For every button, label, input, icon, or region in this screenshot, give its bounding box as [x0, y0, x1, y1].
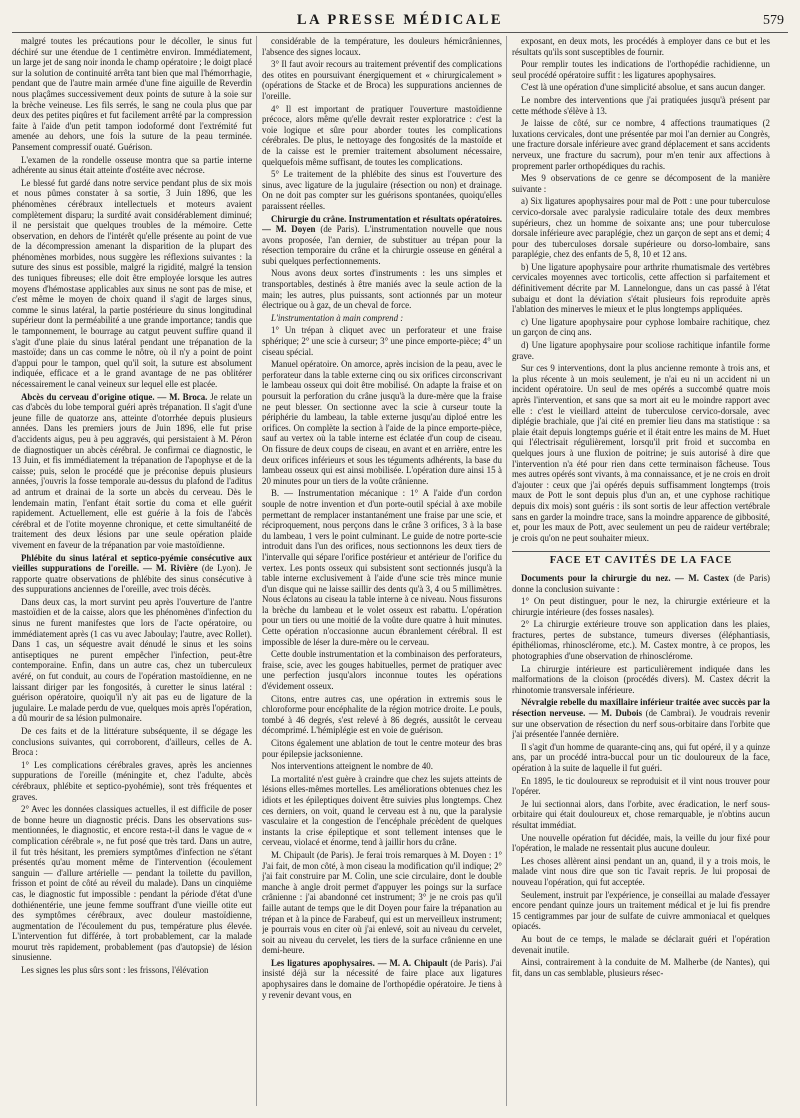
paragraph: 3° Il faut avoir recours au traitement préventif des complications des otites en poursuivant énergiquement et « chirurgicalement » (opérations de Stacke et de Broca) les suppurations anciennes de l'oreille. — [262, 59, 502, 101]
paragraph: Les signes les plus sûrs sont : les frissons, l'élévation — [21, 965, 209, 976]
paragraph: Citons, entre autres cas, une opération in extremis sous le chloroforme pour encéphalite de la région motrice droite. Le pouls, tombé à 46 degrés, s'est relevé à 86 degrés, aussitôt le cerveau décomprimé. L'hémiplégie est en voie de guérison. — [262, 693, 502, 736]
paragraph: Je laisse de côté, sur ce nombre, 4 affections traumatiques (2 luxations cervicales, dont une présentée par moi l'an dernier au Congrès, une fracture dorsale inférieure avec grand déplacement et sans accidents nerveux, une fracture du sacrum), pour m'en tenir aux affections à proprement parler orthopédiques du rachis. — [512, 118, 770, 171]
paragraph-text: (de Paris). L'instrumentation nouvelle que nous avons proposée, l'an dernier, de substituer au trépan pour la résection temporaire du crâne et la chirurgie osseuse en général a subi quelques perfectionnements. — [262, 224, 502, 266]
paragraph: Cette double instrumentation et la combinaison des perforateurs, fraise, scie, avec les gouges habituelles, permet de pratiquer avec une perfection jusqu'alors inconnue toutes les opérations d'évidement osseux. — [262, 649, 502, 692]
paragraph: Ainsi, contrairement à la conduite de M. Malherbe (de Nantes), qui fit, dans un cas semblable, plusieurs résec- — [512, 957, 770, 978]
page-header — [12, 12, 788, 33]
text-column-right — [512, 36, 770, 1111]
subsection-heading: Névralgie rebelle du maxillaire inférieur traitée avec succès par la résection nerveuse. — M. Dubois — [512, 697, 770, 719]
paragraph: B. — Instrumentation mécanique : 1° A l'aide d'un cordon souple de notre invention et d'un porte-outil spécial à axe mobile permettant de remplacer instantanément une fraise par une scie, et réciproquement, nous perçons dans le crâne 3 orifices, 3 à la base du lambeau, 1 vers le point culminant. Le guide de notre porte-scie introduit dans l'un des orifices, nous sectionnons les deux tiers de l'intervalle qui sépare l'orifice postérieur et antérieur de l'orifice du vertex. Les ponts osseux qui subsistent sont sectionnés jusqu'à la table interne exclusivement à l'aide d'une scie très mince munie d'un disque qui ne laisse saillir des dents qu'à 3, 4 ou 5 millimètres. Nous éclatons au ciseau la table interne à ce niveau. Nous fissurons la brèche du lambeau et le volet osseux est rabattu. L'opération pour un tiers ou une moitié de la voûte dure quatre à huit minutes. Cette opération n'occasionne aucun ébranlement cérébral. Il est impossible de léser la dure-mère ou le cerveau. — [262, 488, 502, 647]
paragraph: 2° Avec les données classiques actuelles, il est difficile de poser de bonne heure un diagnostic précis. Dans les observations sus-mentionnées, le diagnostic, et encore resta-t-il dans le vague de « complication cérébrale », ne fut posé que très tard. Dans un autre, il fut très hésitant, les premiers symptômes d'infection ne s'étant présentés qu'au moment même de l'intervention (écoulement sanguin — d'allure artérielle — pendant la toilette du pavillon, frisson et point de côté au réveil du malade). Dans un cinquième cas, le diagnostic fut impossible : pendant la période d'état d'une dothiénentérie, une jeune femme souffrant d'une vieille otite eut des symptômes cérébraux, avec douleur mastoïdienne, augmentation de l'écoulement du pus, température plus élevée. L'intervention fut différée, à tort probablement, car la malade mourut très rapidement, probablement (pas d'autopsie) de lésion sinusienne. — [12, 804, 252, 963]
subsection-paragraph — [12, 553, 252, 595]
paragraph: Nos interventions atteignent le nombre de 40. — [271, 761, 433, 772]
paragraph: Seulement, instruit par l'expérience, je conseillai au malade d'essayer encore pendant quinze jours un traitement médical et je lui fis prendre 15 centigrammes par jour de sulfate de cuivre ammoniacal et quelques opiacés. — [512, 889, 770, 932]
paragraph: c) Une ligature apophysaire pour cyphose lombaire rachitique, chez un garçon de cinq ans. — [512, 316, 770, 338]
text-column-middle — [262, 36, 502, 1111]
paragraph: Les choses allèrent ainsi pendant un an, quand, il y a trois mois, le malade vint nous dire que son tic l'avait repris. Je lui proposai de nouveau l'opération, qui fut acceptée. — [512, 855, 770, 887]
paragraph-text: Je relate un cas d'abcès du lobe temporal guéri après trépanation. Il s'agit d'une jeune fille de quatorze ans, atteinte d'otorrhée depuis plusieurs années. Dans les premiers jours de Juin 1896, elle fut prise d'accidents aigus, peu à peu aggravés, qui persistaient à M. Péron de diagnostiquer un abcès cérébral. Je confirmai ce diagnostic, le 13 Juin, et fis immédiatement la trépanation de l'apophyse et de la caisse; puis, selon le procédé que je préconise depuis plusieurs années, j'ouvris la fosse temporale au-dessus du plafond de l'aditus ad antrum et drainai de la sorte un abcès du cerveau. Dès le lendemain matin, l'enfant était sortie du coma et elle guérit rapidement. Actuellement, elle est guérie à la fois de l'abcès cérébral et de l'otite moyenne chronique, et cette simultanéité de traitement des deux lésions par une seule opération plaide vivement en faveur de la trépanation par voie mastoïdienne. — [12, 391, 252, 550]
paragraph: Il s'agit d'un homme de quarante-cinq ans, qui fut opéré, il y a quinze ans, par un procédé intra-buccal pour un tic douloureux de la face, opération à la suite de laquelle il fut guéri. — [512, 741, 770, 773]
paragraph: 2° La chirurgie extérieure trouve son application dans les plaies, fractures, pertes de substance, tumeurs diverses (éléphantiasis, épithéliomas, rhinosclérome, etc.). M. Castex montre, à ce propos, les photographies d'une observation de rhinosclérome. — [512, 619, 770, 662]
paragraph: Au bout de ce temps, le malade se déclarait guéri et l'opération devenait inutile. — [512, 933, 770, 955]
column-divider — [506, 36, 507, 1106]
paragraph: Mes 9 observations de ce genre se décomposent de la manière suivante : — [512, 173, 770, 194]
paragraph: En 1895, le tic douloureux se reproduisit et il vint nous trouver pour l'opérer. — [512, 775, 770, 797]
paragraph: 1° On peut distinguer, pour le nez, la chirurgie extérieure et la chirurgie intérieure (des fosses nasales). — [512, 596, 770, 617]
paragraph: Citons également une ablation de tout le centre moteur des bras pour épilepsie jacksonienne. — [262, 738, 502, 759]
paragraph: exposant, en deux mots, les procédés à employer dans ce but et les résultats qu'ils sont susceptibles de fournir. — [512, 36, 770, 57]
paragraph: Pour remplir toutes les indications de l'orthopédie rachidienne, un seul procédé opératoire suffit : les ligatures apophysaires. — [512, 59, 770, 80]
paragraph: 1° Un trépan à cliquet avec un perforateur et une fraise sphérique; 2° une scie à curseur; 3° une pince emporte-pièce; 4° un ciseau spécial. — [262, 325, 502, 357]
paragraph: Manuel opératoire. On amorce, après incision de la peau, avec le perforateur dans la table externe cinq ou six orifices circonscrivant le lambeau osseux qui doit être mobilisé. On adapte la fraise et on poursuit la perforation du crâne jusqu'à la dure-mère que la fraise ne peut blesser. On sectionne avec la scie à curseur toute la périphérie du lambeau, la table externe jusqu'au diploé entre les orifices. On complète la section à l'aide de la pince emporte-pièce, sauf au vertex où la table interne est éclatée d'un coup de ciseau. On fissure de deux coups de ciseau, en avant et en arrière, entre les deux orifices inférieurs et sous les téguments adhérents, la base du lambeau osseux qui est ainsi mobilisée. L'opération dure ainsi 15 à 20 minutes pour un tiers de la voûte crânienne. — [262, 359, 502, 486]
section-heading: FACE ET CAVITÉS DE LA FACE — [512, 551, 770, 567]
paragraph: De ces faits et de la littérature subséquente, il se dégage les conclusions suivantes, qui corroborent, d'ailleurs, celles de A. Broca : — [12, 726, 252, 758]
paragraph: L'instrumentation à main comprend : — [271, 312, 404, 323]
paragraph-text: (de Paris). J'ai insisté déjà sur la nécessité de faire place aux ligatures apophysaires dans le domaine de l'orthopédie opératoire. Je tiens à y revenir devant vous, en — [262, 957, 502, 1000]
paragraph: considérable de la température, les douleurs hémicrâniennes, l'absence des signes locaux. — [262, 36, 502, 57]
paragraph: Une nouvelle opération fut décidée, mais, la veille du jour fixé pour l'opération, le malade ne ressentait plus aucune douleur. — [512, 832, 770, 854]
paragraph: L'examen de la rondelle osseuse montra que sa partie interne adhérente au sinus était atteinte d'ostéite avec nécrose. — [12, 154, 252, 176]
paragraph: M. Chipault (de Paris). Je ferai trois remarques à M. Doyen : 1° J'ai fait, de mon côté, à mon ciseau la modification qu'il indique; 2° j'ai fait construire par M. Colin, une scie circulaire, dont le double manche à angle droit permet d'appuyer les poings sur la surface crânienne : j'ai abandonné cet instrument; 3° je ne crois pas qu'il faille autant de temps que le dit Doyen pour faire la trépanation au trépan et à la pince de Farabeuf, qui est un merveilleux instrument; je pourrais vous en citer où j'ai enlevé, soit au niveau du cervelet, soit au niveau du cervelet, les tiers de la surface crânienne en une demi-heure. — [262, 849, 502, 956]
paragraph: La mortalité n'est guère à craindre que chez les sujets atteints de lésions elles-mêmes mortelles. Les améliorations obtenues chez les idiots et les épileptiques doivent être suivies plus longtemps. Chez ces derniers, on voit, quand le cerveau est à nu, que la paralysie vasculaire et la congestion de l'encéphale précèdent de quelques instants la crise épileptique et sont tellement intenses que le cerveau, violacé et énorme, tend à jaillir hors du crâne. — [262, 773, 502, 848]
subsection-heading: Chirurgie du crâne. Instrumentation et résultats opératoires. — M. Doyen — [262, 213, 502, 235]
subsection-heading: Documents pour la chirurgie du nez. — M. Castex — [521, 572, 730, 583]
paragraph: b) Une ligature apophysaire pour arthrite rhumatismale des vertèbres cervicales moyennes avec torticolis, cette affection si parfaitement et définitivement décrite par M. Lannelongue, dans un cas passé à l'état subaigu et dont la déviation s'était plusieurs fois reproduite après l'ablation des minerves le mieux et le plus longtemps appliquées. — [512, 261, 770, 315]
paragraph-text: (de Cambrai). Je voudrais revenir sur une observation de résection du nerf sous-orbitaire dans l'orbite que j'ai présentée l'année dernière. — [512, 708, 770, 740]
paragraph: d) Une ligature apophysaire pour scoliose rachitique infantile forme grave. — [512, 340, 770, 361]
subsection-paragraph — [12, 392, 252, 551]
subsection-heading: Abcès du cerveau d'origine otique. — M. Broca. — [21, 391, 208, 402]
subsection-paragraph — [262, 958, 502, 1000]
subsection-paragraph — [512, 573, 770, 594]
paragraph: malgré toutes les précautions pour le décoller, le sinus fut déchiré sur une étendue de 1 centimètre environ. Immédiatement, un large jet de sang noir inonda le champ opératoire ; le doigt placé sur la solution de continuité arrêta tant bien que mal l'hémorrhagie, pendant que de l'autre main armée d'une fine aiguille de Reverdin nous plaçâmes successivement deux points de suture à la soie sur la brèche veineuse. Les fils serrés, le sang ne coula plus que par deux des petites piqûres et fut facilement arrêté par la compression faite à l'aide d'un petit tampon iodoformé dont l'extrémité fut amenée au dehors, une fois la suture de la peau terminée. Pansement compressif ouaté. Guérison. — [12, 36, 252, 152]
paragraph: Je lui sectionnai alors, dans l'orbite, avec éradication, le nerf sous-orbitaire qui était douloureux et, chose remarquable, je n'obtins aucun résultat immédiat. — [512, 798, 770, 830]
paragraph-text: (de Paris) donne la conclusion suivante : — [512, 572, 770, 594]
paragraph: Le blessé fut gardé dans notre service pendant plus de six mois et nous pûmes constater à sa sortie, 3 Juin 1896, que les phénomènes cérébraux intellectuels et moteurs avaient complètement disparu; la surdité avait considérablement diminué; il ne persistait que quelques troubles de la mémoire. Cette observation, en dehors de l'intérêt qu'elle présente au point de vue de la décompression amenant la disparition de la plupart des phénomènes morbides, nous suggère les réflexions suivantes : la suture des sinus est possible, malgré la rigidité, malgré la tension des tuniques fibreuses; elle doit être employée lorsque les autres moyens d'hémostase applicables aux sinus ne sont pas de mise, et c'est même le moyen de choix quand il s'agit de larges sinus, comme le sinus latéral, la partie postérieure du sinus longitudinal supérieur dont la perméabilité a une grande importance; tandis que le tamponnement, le bourrage au catgut peuvent suffire quand il s'agit d'une plaie du sinus latéral pendant une trépanation de la mastoïde; dans un cas comme le nôtre, où il n'y a point de point d'appui pour le tampon, quel qu'il soit, la suture est absolument indiquée, efficace et a le grand avantage de ne pas oblitérer nécessairement le canal veineux sur lequel elle est placée. — [12, 177, 252, 389]
journal-title: LA PRESSE MÉDICALE — [296, 12, 504, 28]
paragraph: Nous avons deux sortes d'instruments : les uns simples et transportables, destinés à être maniés avec la seule action de la main; les autres, plus puissants, sont actionnés par un moteur électrique ou à gaz, de un cheval de force. — [262, 268, 502, 311]
paragraph: Dans deux cas, la mort survint peu après l'ouverture de l'antre mastoïdien et de la caisse, alors que les phénomènes d'infection du sinus ne furent manifestes que lors de l'acte opératoire, ou immédiatement après (1 cas vu avec Jaboulay; l'autre, avec Rollet). Dans 1 cas, un séquestre avait dénudé le sinus et les soins antiseptiques ne purent empêcher l'infection, peut-être contemporaine. Enfin, dans un autre cas, chez un tuberculeux avéré, on fut conduit, au cours de l'opération mastoïdienne, en ne laissant diriger par les fongosités, à curetter le sinus latéral : guérison opératoire, quoiqu'il n'y ait pas eu de ligature de la jugulaire. Le malade perdu de vue, quelques mois après l'opération, a dû mourir de sa lésion pulmonaire. — [12, 596, 252, 724]
paragraph: 1° Les complications cérébrales graves, après les anciennes suppurations de l'oreille (méningite et, chez l'adulte, abcès cérébraux, phlébite et septico-pyohémie), sont très fréquentes et graves. — [12, 759, 252, 802]
subsection-paragraph — [512, 697, 770, 739]
subsection-paragraph — [262, 214, 502, 267]
paragraph: Le nombre des interventions que j'ai pratiquées jusqu'à présent par cette méthode s'élève à 13. — [512, 94, 770, 116]
page-number: 579 — [763, 13, 784, 28]
paragraph-text: (de Lyon). Je rapporte quatre observations de phlébite des sinus consécutive à des suppurations anciennes de l'oreille, avec trois décès. — [12, 563, 252, 595]
column-divider — [256, 36, 257, 1106]
subsection-heading: Phlébite du sinus latéral et septico-pyémie consécutive aux vieilles suppurations de l'oreille. — M. Rivière — [12, 552, 252, 574]
paragraph: a) Six ligatures apophysaires pour mal de Pott : une pour tuberculose cervico-dorsale avec paralysie radiculaire totale des deux membres supérieurs, chez un homme de soixante ans; une pour tuberculose dorsale inférieure avec paraplégie, chez un garçon de sept ans et demi; 4 pour des tuberculoses dorsale supérieure ou dorso-lombaire, sans paraplégie, chez des enfants de 5, 8, 10 et 12 ans. — [512, 196, 770, 260]
paragraph: La chirurgie intérieure est particulièrement indiquée dans les malformations de la cloison (procédés divers). M. Castex décrit la rhinotomie transversale inférieure. — [512, 663, 770, 695]
text-column-left — [12, 36, 252, 1111]
paragraph: 4° Il est important de pratiquer l'ouverture mastoïdienne précoce, alors même qu'elle devrait rester exploratrice : c'est la voie logique et sûre pour aborder toutes les complications cérébrales. De plus, le nettoyage des fongosités de la mastoïde et de la caisse est le premier traitement absolument nécessaire, quelquefois même suffisant, de toutes les complications. — [262, 103, 502, 167]
paragraph: 5° Le traitement de la phlébite des sinus est l'ouverture des sinus, avec ligature de la jugulaire (résection ou non) et drainage. On ne doit pas compter sur les guérisons spontanées, quoiqu'elles paraissent réelles. — [262, 169, 502, 211]
subsection-heading: Les ligatures apophysaires. — M. A. Chipault — [271, 957, 448, 968]
paragraph: C'est là une opération d'une simplicité absolue, et sans aucun danger. — [521, 82, 766, 93]
paragraph: Sur ces 9 interventions, dont la plus ancienne remonte à trois ans, et la plus récente à un mois seulement, je n'ai eu ni un accident ni un incident opératoire. Un seul de mes opérés a succombé quatre mois après l'intervention, et sans que sa mort ait eu le moindre rapport avec elle : c'est le vieillard atteint de tuberculose cervico-dorsale, avec diplégie brachiale, que j'ai cité en premier lieu dans ma statistique : sa plaie était depuis longtemps guérie et il était entre les mains de M. Huet qui l'électrisait régulièrement, lorsqu'il prit froid et succomba en quelques jours à une fluxion de poitrine; je suis autorisé à dire que l'intervention n'a été pour rien dans cette terminaison fâcheuse. Tous mes autres opérés sont vivants, à ma connaissance, et je ne crois en droit d'ajouter : ceux que j'ai opérés depuis suffisamment longtemps (trois maux de Pott le sont depuis plus d'un an, et une cyphose rachitique depuis dix mois) sont guéris : ils sont sortis de leur affection vertébrale sans en garder la moindre trace, sans la moindre apparence de gibbosité, et, pour les maux de Pott, avec seulement un peu de raideur vertébrale; je crois qu'on ne peut souhaiter mieux. — [512, 363, 770, 543]
